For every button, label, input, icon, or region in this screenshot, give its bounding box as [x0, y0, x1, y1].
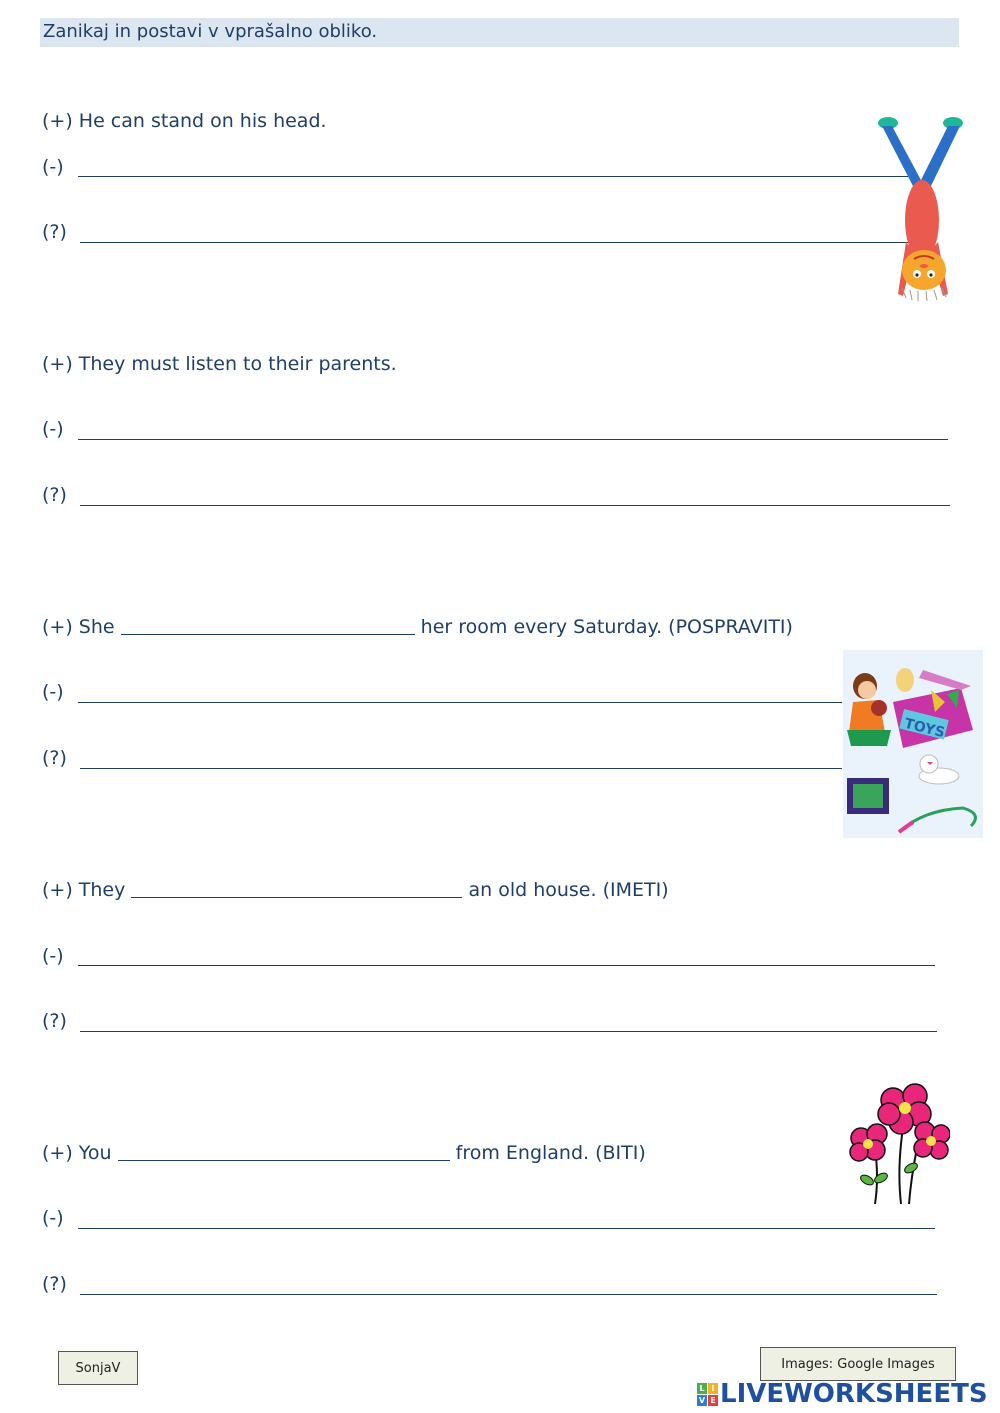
exercise-1-question-label: (?): [42, 221, 67, 243]
exercise-3-suffix: her room every Saturday. (POSPRAVITI): [420, 616, 793, 638]
toys-label: TOYS: [902, 715, 947, 742]
exercise-5-negative-answer-line[interactable]: [78, 1228, 935, 1229]
handstand-child-image: [870, 112, 970, 304]
exercise-4-negative-label: (-): [42, 945, 64, 967]
image-credit-box: [760, 1347, 956, 1381]
author-name: SonjaV: [75, 1360, 121, 1376]
exercise-4-question-answer-line[interactable]: [80, 1031, 937, 1032]
exercise-5-question-label: (?): [42, 1273, 67, 1295]
exercise-5-prefix: (+) You: [42, 1142, 112, 1164]
exercise-1-negative-answer-line[interactable]: [78, 176, 908, 177]
author-box: [58, 1351, 138, 1385]
exercise-4-question-label: (?): [42, 1010, 67, 1032]
logo-wordmark: LIVEWORKSHEETS: [720, 1379, 988, 1409]
exercise-4-blank[interactable]: [131, 878, 462, 898]
flowers-image: [845, 1078, 950, 1208]
exercise-5-negative-label: (-): [42, 1207, 64, 1229]
exercise-3-negative-label: (-): [42, 681, 64, 703]
image-credit-text: Images: Google Images: [781, 1356, 935, 1372]
exercise-1-question-answer-line[interactable]: [80, 242, 908, 243]
exercise-5-suffix: from England. (BITI): [455, 1142, 646, 1164]
toys-image: [843, 650, 983, 838]
exercise-3-question-label: (?): [42, 747, 67, 769]
exercise-2-question-answer-line[interactable]: [80, 505, 950, 506]
exercise-1-positive: (+) He can stand on his head.: [42, 110, 327, 132]
exercise-4-negative-answer-line[interactable]: [78, 965, 935, 966]
exercise-4-suffix: an old house. (IMETI): [468, 879, 669, 901]
exercise-2-question-label: (?): [42, 484, 67, 506]
instruction-banner: [40, 18, 959, 47]
exercise-2-negative-label: (-): [42, 418, 64, 440]
exercise-1-negative-label: (-): [42, 156, 64, 178]
liveworksheets-logo[interactable]: [697, 1379, 988, 1409]
exercise-2-negative-answer-line[interactable]: [78, 439, 948, 440]
exercise-5-positive: [42, 1141, 646, 1164]
exercise-4-prefix: (+) They: [42, 879, 126, 901]
exercise-4-positive: [42, 878, 669, 901]
exercise-5-blank[interactable]: [118, 1141, 450, 1161]
instruction-text: Zanikaj in postavi v vprašalno obliko.: [43, 21, 378, 42]
logo-mark-icon: L I V E: [697, 1383, 718, 1406]
exercise-3-blank[interactable]: [121, 615, 415, 635]
exercise-3-negative-answer-line[interactable]: [78, 702, 842, 703]
exercise-3-prefix: (+) She: [42, 616, 115, 638]
exercise-3-question-answer-line[interactable]: [80, 768, 842, 769]
exercise-5-question-answer-line[interactable]: [80, 1294, 937, 1295]
exercise-2-positive: (+) They must listen to their parents.: [42, 353, 397, 375]
exercise-3-positive: [42, 615, 793, 638]
